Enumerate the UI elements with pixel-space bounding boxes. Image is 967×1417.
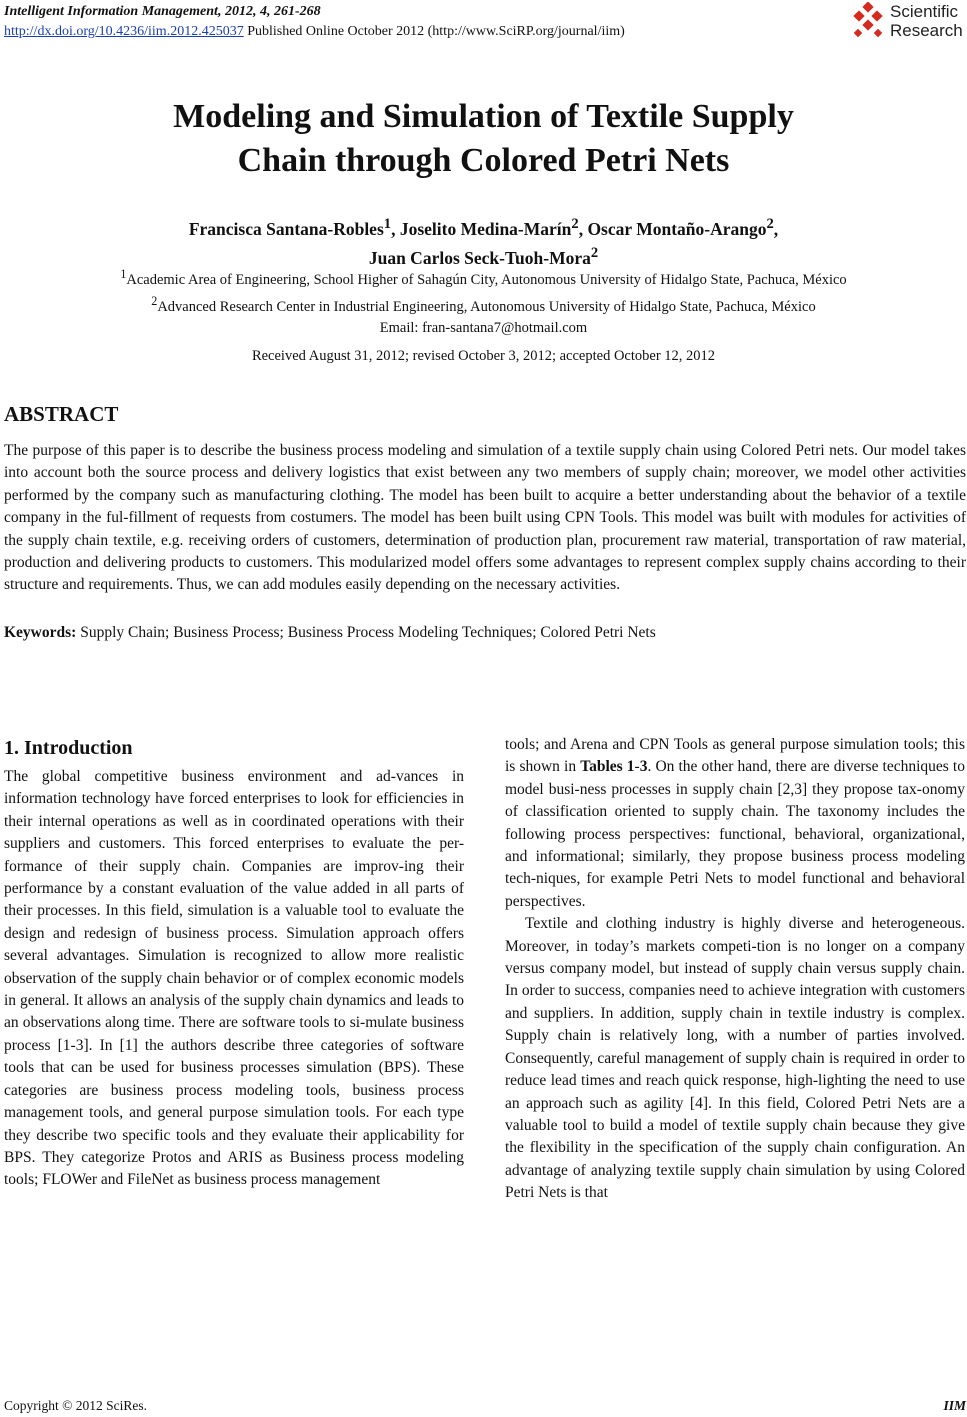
keywords-text: Supply Chain; Business Process; Business Process Modeling Techniques; Colored Petri Nets bbox=[76, 624, 656, 641]
author-2-sup: 2 bbox=[571, 216, 579, 232]
author-1-sup: 1 bbox=[383, 216, 392, 232]
author-sep: , bbox=[773, 218, 779, 239]
author-4-sup: 2 bbox=[590, 244, 599, 261]
title-line-2: Chain through Colored Petri Nets bbox=[237, 142, 730, 179]
logo-text bbox=[890, 2, 963, 40]
affiliation-1 bbox=[0, 264, 967, 291]
author-4: Juan Carlos Seck-Tuoh-Mora bbox=[368, 247, 591, 268]
logo-line-1: Scientific bbox=[890, 2, 959, 21]
author-email: Email: fran-santana7@hotmail.com bbox=[379, 319, 588, 336]
published-online: Published Online October 2012 (http://www.SciRP.org/journal/iim) bbox=[243, 24, 625, 39]
doi-link[interactable]: http://dx.doi.org/10.4236/iim.2012.425037 bbox=[4, 24, 244, 39]
authors-line-1 bbox=[0, 212, 967, 241]
affiliations bbox=[0, 264, 967, 339]
intro-cont-text-b: . On the other hand, there are diverse techniques to model busi-ness processes in supply chain [2,3] they propose tax-onomy of classification oriented to supply chain. The taxonomy includes the following process perspectives: functional, behavioral, organizational, and informational; similarly, they propose business process modeling tech-niques, for example Petri Nets to model functional and behavioral perspectives. bbox=[505, 758, 965, 910]
page-footer bbox=[4, 1397, 966, 1415]
tables-ref-dash: - bbox=[634, 758, 640, 776]
tables-ref-end: 3 bbox=[639, 758, 648, 776]
author-3-sup: 2 bbox=[766, 216, 774, 232]
received-dates: Received August 31, 2012; revised October 3, 2012; accepted October 12, 2012 bbox=[251, 348, 716, 364]
intro-cont-text-a: tools; and Arena and CPN Tools as general purpose simulation tools; this is shown in bbox=[505, 736, 965, 776]
intro-paragraph-1-continued bbox=[505, 734, 965, 913]
affiliation-2-text: Advanced Research Center in Industrial Engineering, Autonomous University of Hidalgo State, Pachuca, México bbox=[157, 298, 816, 315]
author-3: , Oscar Montaño-Arango bbox=[578, 218, 767, 239]
doi-line bbox=[4, 22, 804, 42]
affiliation-2-sup: 2 bbox=[151, 293, 158, 308]
copyright: Copyright © 2012 SciRes. bbox=[4, 1398, 148, 1413]
journal-citation bbox=[4, 2, 804, 22]
abstract-text: The purpose of this paper is to describe the business process modeling and simulation of a textile supply chain using Colored Petri nets. Our model takes into account both the source process and delivery logistics that exist between any two members of supply chain; moreover, we model other activities performed by the company such as manufacturing clothing. The model has been built to acquire a better understanding about the behavior of a textile company in the ful-fillment of requests from costumers. The model has been built using CPN Tools. This model was built with modules for activities of the supply chain textile, e.g. receiving orders of customers, determination of production plan, procurement raw material, transportation of raw material, production and delivering products to customers. This modularized model offers some advantages to represent complex supply chains according to their structure and requirements. Thus, we can add modules easily depending on the necessary activities. bbox=[4, 442, 966, 594]
title-line-1: Modeling and Simulation of Textile Supply bbox=[173, 98, 794, 135]
author-1: Francisca Santana-Robles bbox=[188, 218, 384, 239]
journal-volume: , 2012, 4, 261-268 bbox=[217, 4, 321, 19]
left-column bbox=[4, 734, 464, 1192]
author-2: , Joselito Medina-Marín bbox=[391, 218, 572, 239]
journal-abbreviation: IIM bbox=[943, 1398, 966, 1413]
keywords-label: Keywords: bbox=[4, 624, 77, 641]
section-heading-introduction: 1. Introduction bbox=[4, 737, 133, 759]
tables-ref: Tables 1 bbox=[580, 758, 635, 776]
keywords bbox=[4, 622, 966, 644]
affiliation-1-sup: 1 bbox=[120, 267, 127, 281]
journal-name: Intelligent Information Management bbox=[4, 4, 218, 19]
right-column bbox=[505, 734, 965, 1205]
affiliation-2 bbox=[0, 291, 967, 318]
scirp-logo-icon bbox=[850, 2, 888, 42]
page-header bbox=[4, 2, 804, 42]
paper-title bbox=[0, 95, 967, 183]
intro-paragraph-2: Textile and clothing industry is highly diverse and heterogeneous. Moreover, in today’s markets competi-tion is no longer on a company versus company model, but instead of supply chain versus supply chain. In order to success, companies need to achieve integration with customers and suppliers. In addition, supply chain in textile industry is complex. Supply chain is relatively long, with a number of parties involved. Consequently, careful management of supply chain is required in order to reduce lead times and reach quick response, high-lighting the need to use an approach such as agility [4]. In this field, Colored Petri Nets are a valuable tool to build a model of textile supply chain because they give the flexibility in the specification of the supply chain configuration. An advantage of analyzing textile supply chain simulation by using Colored Petri Nets is that bbox=[505, 915, 965, 1202]
logo-line-2: Research bbox=[890, 21, 963, 40]
author-list bbox=[0, 212, 967, 270]
affiliation-1-text: Academic Area of Engineering, School Higher of Sahagún City, Autonomous University of Hidalgo State, Pachuca, México bbox=[126, 271, 847, 288]
intro-paragraph-1: The global competitive business environment and ad-vances in information technology have forced enterprises to look for efficiencies in their internal operations as well as in coordinated operations with their suppliers and customers. This forced enterprises to evaluate the per-formance of their supply chain. Companies are improv-ing their performance by a constant evaluation of the value added in all parts of their processes. In this field, simulation is a valuable tool to evaluate the design and redesign of business process. Simulation approach offers several advantages. Simulation is recognized to allow more realistic observation of the supply chain behavior or of complex economic models in general. It allows an analysis of the supply chain dynamics and leads to an observations along time. There are software tools to si-mulate business process [1-3]. In [1] the authors describe three categories of software tools that can be used for business processes simulation (BPS). These categories are business process modeling tools, business process management tools, and general purpose simulation tools. For each type they describe two specific tools and they evaluate their applicability for BPS. They categorize Protos and ARIS as Business process modeling tools; FLOWer and FileNet as business process management bbox=[4, 768, 464, 1189]
publisher-logo bbox=[850, 2, 967, 44]
abstract-heading: ABSTRACT bbox=[4, 402, 119, 426]
